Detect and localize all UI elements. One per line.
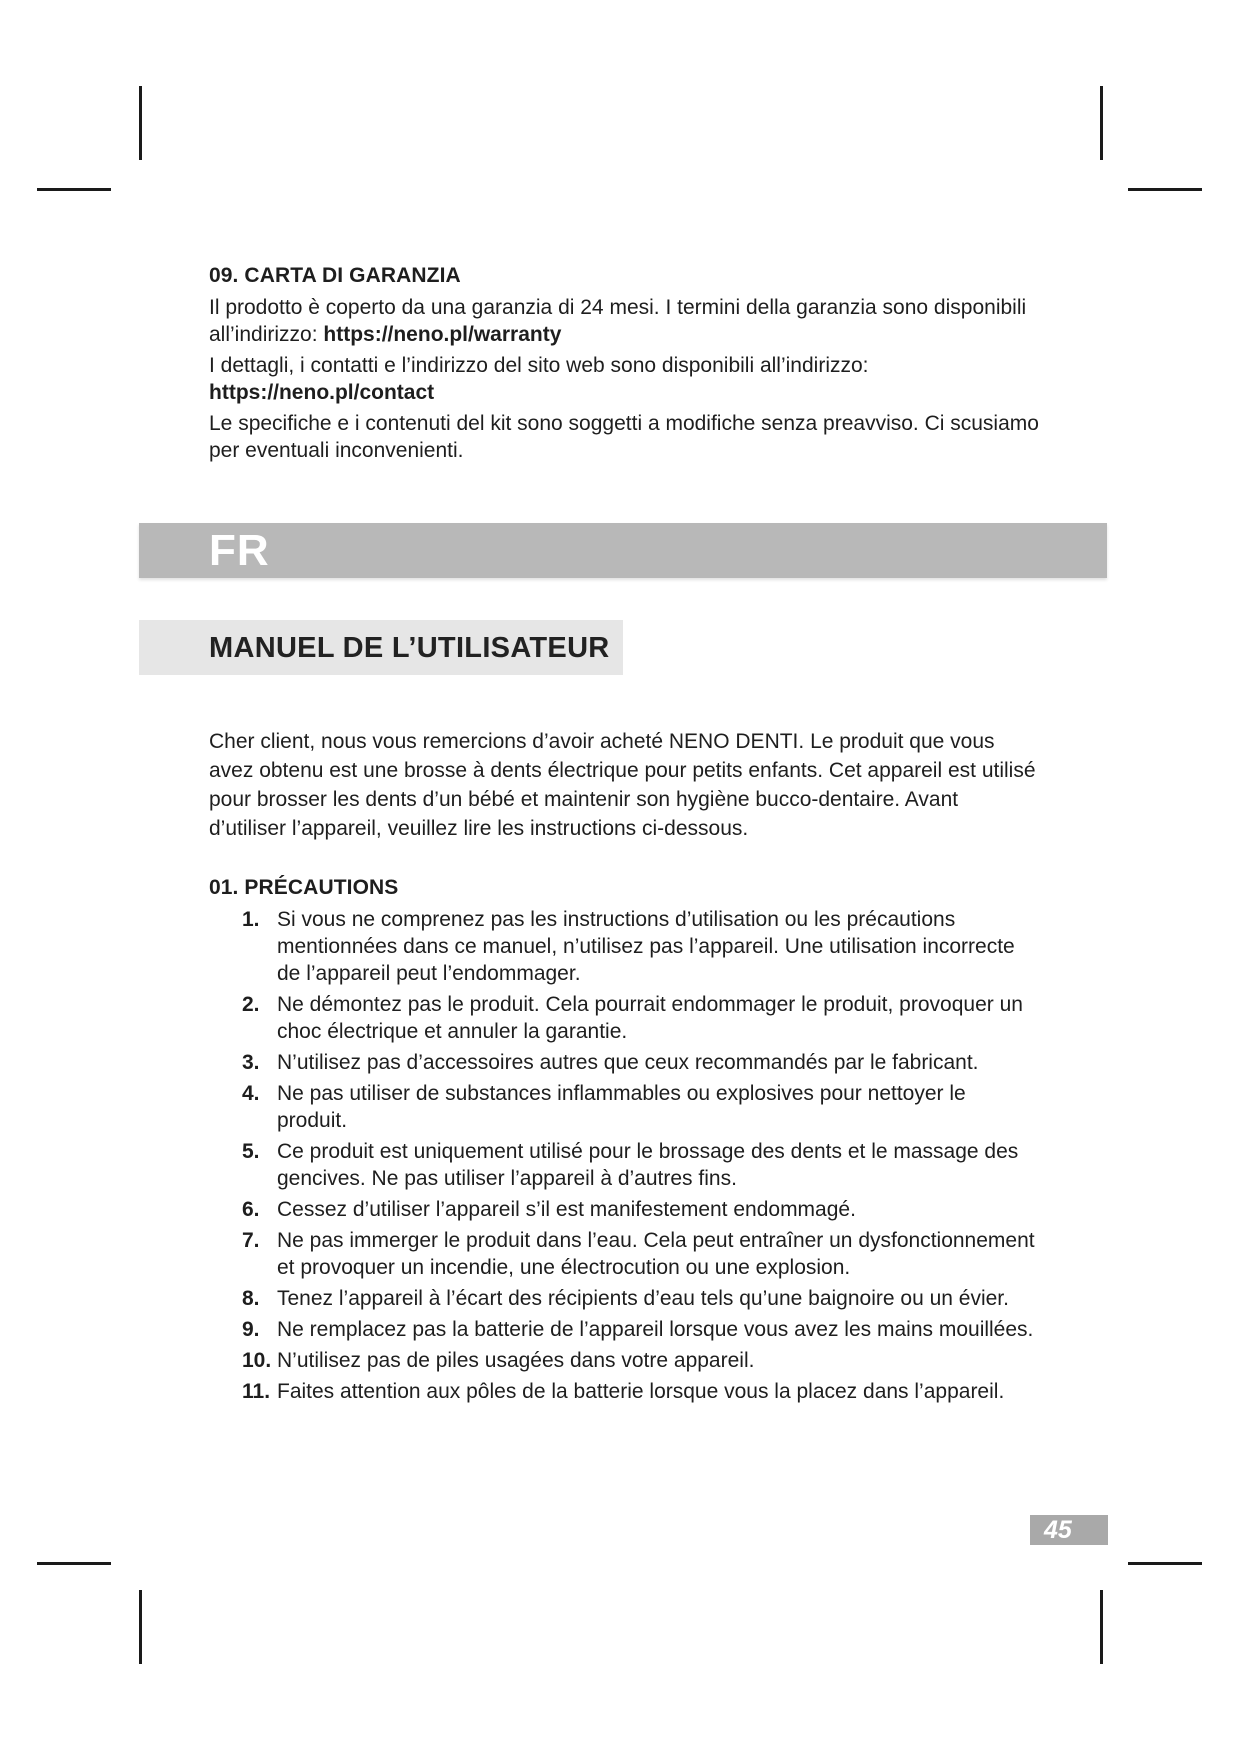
precaution-item bbox=[209, 991, 1039, 1045]
precaution-item bbox=[209, 1227, 1039, 1281]
precaution-text: N’utilisez pas d’accessoires autres que ceux recommandés par le fabricant. bbox=[277, 1051, 979, 1074]
warranty-section bbox=[209, 264, 1039, 468]
precaution-number: 1. bbox=[242, 908, 260, 931]
warranty-link[interactable]: https://neno.pl/warranty bbox=[323, 323, 562, 346]
precaution-item bbox=[209, 1378, 1039, 1405]
precaution-item bbox=[209, 1347, 1039, 1374]
warranty-paragraph-1 bbox=[209, 294, 1039, 348]
precaution-item bbox=[209, 1285, 1039, 1312]
manual-title: MANUEL DE L’UTILISATEUR bbox=[209, 632, 610, 664]
warranty-paragraph-1-text: Il prodotto è coperto da una garanzia di 24 mesi. I termini della garanzia sono disponibili all’indirizzo: bbox=[209, 296, 1027, 346]
precautions-title: 01. PRÉCAUTIONS bbox=[209, 876, 399, 899]
precaution-number: 4. bbox=[242, 1082, 260, 1105]
intro-paragraph: Cher client, nous vous remercions d’avoir acheté NENO DENTI. Le produit que vous avez obtenu est une brosse à dents électrique pour petits enfants. Cet appareil est utilisé pour brosser les dents d’un bébé et maintenir son hygiène bucco-dentaire. Avant d’utiliser l’appareil, veuillez lire les instructions ci-dessous. bbox=[209, 730, 1036, 840]
manual-heading-box bbox=[139, 620, 623, 675]
language-label: FR bbox=[209, 526, 270, 575]
crop-mark-top-right-horizontal bbox=[1128, 188, 1202, 191]
precaution-text: Tenez l’appareil à l’écart des récipients d’eau tels qu’une baignoire ou un évier. bbox=[277, 1287, 1009, 1310]
warranty-paragraph-2 bbox=[209, 352, 1039, 406]
precaution-number: 6. bbox=[242, 1198, 260, 1221]
precaution-number: 11. bbox=[242, 1380, 271, 1403]
crop-mark-bottom-left-vertical bbox=[139, 1590, 142, 1664]
precaution-number: 3. bbox=[242, 1051, 260, 1074]
precaution-text: Ne pas utiliser de substances inflammables ou explosives pour nettoyer le produit. bbox=[277, 1082, 966, 1132]
precautions-list bbox=[209, 906, 1039, 1405]
crop-mark-bottom-left-horizontal bbox=[37, 1562, 111, 1565]
precaution-item bbox=[209, 1049, 1039, 1076]
language-band bbox=[139, 523, 1107, 578]
precaution-item bbox=[209, 906, 1039, 987]
warranty-paragraph-2-text: I dettagli, i contatti e l’indirizzo del sito web sono disponibili all’indirizzo: bbox=[209, 354, 869, 377]
crop-mark-top-left-vertical bbox=[139, 86, 142, 160]
page-number-badge bbox=[1030, 1515, 1108, 1545]
crop-mark-bottom-right-horizontal bbox=[1128, 1562, 1202, 1565]
crop-mark-bottom-right-vertical bbox=[1100, 1590, 1103, 1664]
crop-mark-top-left-horizontal bbox=[37, 188, 111, 191]
contact-link[interactable]: https://neno.pl/contact bbox=[209, 381, 435, 404]
precaution-item bbox=[209, 1196, 1039, 1223]
precaution-item bbox=[209, 1138, 1039, 1192]
precaution-item bbox=[209, 1080, 1039, 1134]
precaution-item bbox=[209, 1316, 1039, 1343]
crop-mark-top-right-vertical bbox=[1100, 86, 1103, 160]
precaution-text: Ce produit est uniquement utilisé pour le brossage des dents et le massage des gencives. Ne pas utiliser l’appareil à d’autres fins. bbox=[277, 1140, 1019, 1190]
precaution-text: Si vous ne comprenez pas les instructions d’utilisation ou les précautions mentionnées dans ce manuel, n’utilisez pas l’appareil. Une utilisation incorrecte de l’appareil peut l’endommager. bbox=[277, 908, 1015, 985]
precaution-number: 10. bbox=[242, 1349, 272, 1372]
page-number: 45 bbox=[1044, 1516, 1072, 1544]
precautions-section bbox=[209, 876, 1039, 1409]
precaution-text: Ne démontez pas le produit. Cela pourrait endommager le produit, provoquer un choc électrique et annuler la garantie. bbox=[277, 993, 1023, 1043]
precaution-number: 8. bbox=[242, 1287, 260, 1310]
precaution-text: Ne remplacez pas la batterie de l’appareil lorsque vous avez les mains mouillées. bbox=[277, 1318, 1034, 1341]
warranty-paragraph-3: Le specifiche e i contenuti del kit sono soggetti a modifiche senza preavviso. Ci scusiamo per eventuali inconvenienti. bbox=[209, 412, 1039, 462]
precaution-number: 7. bbox=[242, 1229, 260, 1252]
precaution-text: Cessez d’utiliser l’appareil s’il est manifestement endommagé. bbox=[277, 1198, 856, 1221]
precaution-text: Faites attention aux pôles de la batterie lorsque vous la placez dans l’appareil. bbox=[277, 1380, 1005, 1403]
precaution-text: N’utilisez pas de piles usagées dans votre appareil. bbox=[277, 1349, 755, 1372]
precaution-number: 2. bbox=[242, 993, 260, 1016]
precaution-text: Ne pas immerger le produit dans l’eau. Cela peut entraîner un dysfonctionnement et provoquer un incendie, une électrocution ou une explosion. bbox=[277, 1229, 1035, 1279]
precaution-number: 5. bbox=[242, 1140, 260, 1163]
precaution-number: 9. bbox=[242, 1318, 260, 1341]
warranty-title: 09. CARTA DI GARANZIA bbox=[209, 264, 461, 287]
intro-section bbox=[209, 727, 1039, 847]
